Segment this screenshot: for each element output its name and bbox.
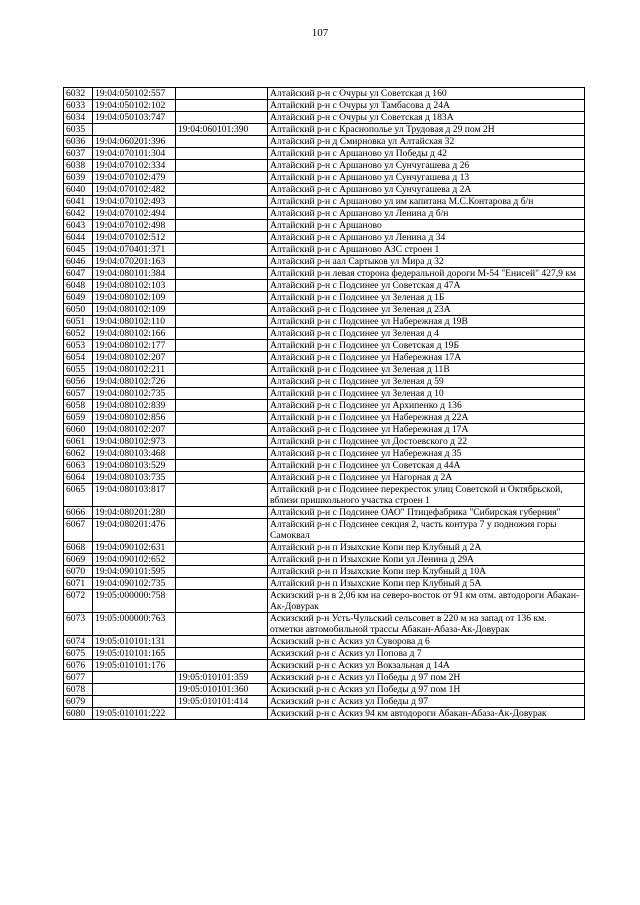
address-cell: Алтайский р-н с Подсинее ул Достоевского д 22 <box>268 436 585 448</box>
cadastral-number-cell: 19:04:070102:479 <box>93 172 176 184</box>
premises-number-cell <box>176 590 268 613</box>
table-row <box>64 172 585 184</box>
address-cell: Алтайский р-н с Аршаново АЗС строен 1 <box>268 244 585 256</box>
premises-number-cell <box>176 648 268 660</box>
cadastral-number-cell: 19:04:080102:839 <box>93 400 176 412</box>
address-cell: Алтайский р-н п Изыхские Копи пер Клубный д 2А <box>268 542 585 554</box>
premises-number-cell <box>176 256 268 268</box>
premises-number-cell <box>176 519 268 542</box>
address-cell: Аскизский р-н с Аскиз 94 км автодороги Абакан-Абаза-Ак-Довурак <box>268 708 585 720</box>
row-number-cell: 6080 <box>64 708 93 720</box>
premises-number-cell <box>176 328 268 340</box>
row-number-cell: 6042 <box>64 208 93 220</box>
row-number-cell: 6049 <box>64 292 93 304</box>
cadastral-number-cell: 19:04:050103:747 <box>93 112 176 124</box>
address-cell: Алтайский р-н с Подсинее перекресток улиц Советской и Октябрьской, вблизи пришкольного участка строен 1 <box>268 484 585 507</box>
table-row <box>64 436 585 448</box>
table-row <box>64 578 585 590</box>
address-cell: Алтайский р-н с Подсинее ул Советская д 44А <box>268 460 585 472</box>
table-row <box>64 160 585 172</box>
cadastral-number-cell: 19:04:050102:557 <box>93 88 176 100</box>
cadastral-number-cell: 19:04:080102:726 <box>93 376 176 388</box>
row-number-cell: 6035 <box>64 124 93 136</box>
registry-table-body <box>64 88 585 720</box>
table-row <box>64 460 585 472</box>
row-number-cell: 6070 <box>64 566 93 578</box>
cadastral-number-cell: 19:04:060201:396 <box>93 136 176 148</box>
premises-number-cell <box>176 613 268 636</box>
row-number-cell: 6062 <box>64 448 93 460</box>
row-number-cell: 6045 <box>64 244 93 256</box>
cadastral-number-cell: 19:04:070401:371 <box>93 244 176 256</box>
row-number-cell: 6048 <box>64 280 93 292</box>
row-number-cell: 6039 <box>64 172 93 184</box>
premises-number-cell <box>176 578 268 590</box>
premises-number-cell <box>176 708 268 720</box>
premises-number-cell <box>176 88 268 100</box>
table-row <box>64 292 585 304</box>
table-row <box>64 220 585 232</box>
address-cell: Аскизский р-н с Аскиз ул Вокзальная д 14А <box>268 660 585 672</box>
address-cell: Алтайский р-н п Изыхские Копи пер Клубный д 10А <box>268 566 585 578</box>
cadastral-number-cell: 19:04:080102:177 <box>93 340 176 352</box>
cadastral-number-cell: 19:04:080102:973 <box>93 436 176 448</box>
row-number-cell: 6057 <box>64 388 93 400</box>
address-cell: Алтайский р-н с Подсинее ул Набережная 17А <box>268 352 585 364</box>
table-row <box>64 684 585 696</box>
premises-number-cell <box>176 448 268 460</box>
table-row <box>64 100 585 112</box>
row-number-cell: 6075 <box>64 648 93 660</box>
row-number-cell: 6078 <box>64 684 93 696</box>
cadastral-number-cell: 19:04:090102:735 <box>93 578 176 590</box>
table-row <box>64 472 585 484</box>
row-number-cell: 6037 <box>64 148 93 160</box>
row-number-cell: 6047 <box>64 268 93 280</box>
cadastral-number-cell <box>93 696 176 708</box>
table-row <box>64 244 585 256</box>
row-number-cell: 6032 <box>64 88 93 100</box>
table-row <box>64 696 585 708</box>
premises-number-cell <box>176 352 268 364</box>
row-number-cell: 6061 <box>64 436 93 448</box>
table-row <box>64 484 585 507</box>
address-cell: Алтайский р-н с Подсинее ул Зеленая д 23А <box>268 304 585 316</box>
address-cell: Алтайский р-н с Подсинее ул Советская д 19Б <box>268 340 585 352</box>
table-row <box>64 648 585 660</box>
row-number-cell: 6069 <box>64 554 93 566</box>
address-cell: Алтайский р-н с Подсинее ул Нагорная д 2А <box>268 472 585 484</box>
row-number-cell: 6055 <box>64 364 93 376</box>
cadastral-number-cell: 19:04:070102:494 <box>93 208 176 220</box>
premises-number-cell <box>176 304 268 316</box>
table-row <box>64 184 585 196</box>
row-number-cell: 6036 <box>64 136 93 148</box>
address-cell: Алтайский р-н с Подсинее ул Набережная д 22А <box>268 412 585 424</box>
table-row <box>64 542 585 554</box>
row-number-cell: 6068 <box>64 542 93 554</box>
premises-number-cell <box>176 507 268 519</box>
table-row <box>64 554 585 566</box>
table-row <box>64 88 585 100</box>
address-cell: Алтайский р-н аал Сартыков ул Мира д 32 <box>268 256 585 268</box>
row-number-cell: 6041 <box>64 196 93 208</box>
cadastral-number-cell: 19:04:080102:110 <box>93 316 176 328</box>
table-row <box>64 708 585 720</box>
address-cell: Алтайский р-н с Подсинее ОАО" Птицефабрика "Сибирская губерния" <box>268 507 585 519</box>
cadastral-number-cell <box>93 124 176 136</box>
row-number-cell: 6072 <box>64 590 93 613</box>
premises-number-cell <box>176 472 268 484</box>
premises-number-cell <box>176 160 268 172</box>
table-row <box>64 196 585 208</box>
address-cell: Алтайский р-н д Смирновка ул Алтайская 32 <box>268 136 585 148</box>
cadastral-number-cell: 19:04:080102:103 <box>93 280 176 292</box>
row-number-cell: 6059 <box>64 412 93 424</box>
premises-number-cell <box>176 100 268 112</box>
premises-number-cell <box>176 172 268 184</box>
address-cell: Алтайский р-н с Аршаново ул Сунчугашева д 2А <box>268 184 585 196</box>
address-cell: Алтайский р-н с Аршаново ул Ленина д 34 <box>268 232 585 244</box>
table-row <box>64 328 585 340</box>
row-number-cell: 6060 <box>64 424 93 436</box>
address-cell: Аскизский р-н в 2,06 км на северо-восток от 91 км отм. автодороги Абакан-Ак-Довурак <box>268 590 585 613</box>
row-number-cell: 6063 <box>64 460 93 472</box>
row-number-cell: 6033 <box>64 100 93 112</box>
cadastral-number-cell: 19:04:070102:482 <box>93 184 176 196</box>
cadastral-number-cell: 19:05:000000:758 <box>93 590 176 613</box>
row-number-cell: 6058 <box>64 400 93 412</box>
premises-number-cell <box>176 424 268 436</box>
address-cell: Аскизский р-н с Аскиз ул Победы д 97 пом 1Н <box>268 684 585 696</box>
table-row <box>64 280 585 292</box>
cadastral-number-cell: 19:04:080102:207 <box>93 424 176 436</box>
row-number-cell: 6051 <box>64 316 93 328</box>
cadastral-number-cell <box>93 684 176 696</box>
table-row <box>64 519 585 542</box>
cadastral-number-cell: 19:04:080102:856 <box>93 412 176 424</box>
table-row <box>64 376 585 388</box>
address-cell: Алтайский р-н с Очуры ул Советская д 160 <box>268 88 585 100</box>
address-cell: Алтайский р-н с Аршаново ул Сунчугашева д 26 <box>268 160 585 172</box>
row-number-cell: 6046 <box>64 256 93 268</box>
premises-number-cell <box>176 660 268 672</box>
premises-number-cell <box>176 340 268 352</box>
cadastral-number-cell: 19:04:080102:735 <box>93 388 176 400</box>
premises-number-cell <box>176 148 268 160</box>
table-row <box>64 448 585 460</box>
address-cell: Алтайский р-н с Подсинее ул Зеленая д 10 <box>268 388 585 400</box>
cadastral-number-cell: 19:05:010101:131 <box>93 636 176 648</box>
row-number-cell: 6050 <box>64 304 93 316</box>
cadastral-number-cell: 19:04:080103:529 <box>93 460 176 472</box>
address-cell: Алтайский р-н левая сторона федеральной дороги М-54 "Енисей" 427,9 км <box>268 268 585 280</box>
address-cell: Аскизский р-н с Аскиз ул Суворова д 6 <box>268 636 585 648</box>
row-number-cell: 6064 <box>64 472 93 484</box>
cadastral-number-cell: 19:04:080102:109 <box>93 292 176 304</box>
cadastral-number-cell <box>93 672 176 684</box>
address-cell: Алтайский р-н с Подсинее ул Набережная д 17А <box>268 424 585 436</box>
premises-number-cell <box>176 412 268 424</box>
cadastral-number-cell: 19:04:070102:498 <box>93 220 176 232</box>
address-cell: Алтайский р-н с Подсинее ул Зеленая д 11В <box>268 364 585 376</box>
premises-number-cell <box>176 316 268 328</box>
cadastral-number-cell: 19:05:010101:165 <box>93 648 176 660</box>
page-number: 107 <box>311 27 329 39</box>
row-number-cell: 6052 <box>64 328 93 340</box>
row-number-cell: 6034 <box>64 112 93 124</box>
address-cell: Аскизский р-н с Аскиз ул Победы д 97 пом 2Н <box>268 672 585 684</box>
address-cell: Алтайский р-н с Очуры ул Тамбасова д 24А <box>268 100 585 112</box>
premises-number-cell <box>176 196 268 208</box>
cadastral-number-cell: 19:04:070102:334 <box>93 160 176 172</box>
address-cell: Алтайский р-н с Краснополье ул Трудовая д 29 пом 2Н <box>268 124 585 136</box>
address-cell: Алтайский р-н с Подсинее ул Зеленая д 4 <box>268 328 585 340</box>
address-cell: Аскизский р-н с Аскиз ул Победы д 97 <box>268 696 585 708</box>
row-number-cell: 6065 <box>64 484 93 507</box>
table-row <box>64 660 585 672</box>
address-cell: Алтайский р-н с Подсинее ул Зеленая д 59 <box>268 376 585 388</box>
table-row <box>64 124 585 136</box>
address-cell: Аскизский р-н с Аскиз ул Попова д 7 <box>268 648 585 660</box>
table-row <box>64 388 585 400</box>
cadastral-number-cell: 19:04:080103:735 <box>93 472 176 484</box>
row-number-cell: 6073 <box>64 613 93 636</box>
premises-number-cell <box>176 112 268 124</box>
table-row <box>64 352 585 364</box>
cadastral-number-cell: 19:04:050102:102 <box>93 100 176 112</box>
address-cell: Алтайский р-н с Аршаново ул Сунчугашева д 13 <box>268 172 585 184</box>
premises-number-cell: 19:05:010101:414 <box>176 696 268 708</box>
table-row <box>64 636 585 648</box>
address-cell: Алтайский р-н с Подсинее секция 2, часть контура 7 у подножия горы Самоквал <box>268 519 585 542</box>
premises-number-cell: 19:05:010101:359 <box>176 672 268 684</box>
premises-number-cell <box>176 400 268 412</box>
address-cell: Алтайский р-н с Подсинее ул Архипенко д 136 <box>268 400 585 412</box>
table-row <box>64 136 585 148</box>
address-cell: Алтайский р-н с Аршаново <box>268 220 585 232</box>
table-row <box>64 400 585 412</box>
row-number-cell: 6074 <box>64 636 93 648</box>
cadastral-number-cell: 19:04:070101:304 <box>93 148 176 160</box>
table-row <box>64 590 585 613</box>
cadastral-number-cell: 19:04:090102:631 <box>93 542 176 554</box>
premises-number-cell <box>176 436 268 448</box>
row-number-cell: 6044 <box>64 232 93 244</box>
address-cell: Алтайский р-н с Аршаново ул Ленина д б/н <box>268 208 585 220</box>
table-row <box>64 316 585 328</box>
premises-number-cell <box>176 220 268 232</box>
premises-number-cell <box>176 554 268 566</box>
table-row <box>64 304 585 316</box>
premises-number-cell: 19:05:010101:360 <box>176 684 268 696</box>
row-number-cell: 6038 <box>64 160 93 172</box>
premises-number-cell <box>176 636 268 648</box>
row-number-cell: 6053 <box>64 340 93 352</box>
address-cell: Алтайский р-н с Очуры ул Советская д 183А <box>268 112 585 124</box>
premises-number-cell: 19:04:060101:390 <box>176 124 268 136</box>
address-cell: Алтайский р-н с Подсинее ул Советская д 47А <box>268 280 585 292</box>
premises-number-cell <box>176 232 268 244</box>
cadastral-number-cell: 19:04:090102:652 <box>93 554 176 566</box>
table-row <box>64 507 585 519</box>
cadastral-number-cell: 19:04:080102:207 <box>93 352 176 364</box>
premises-number-cell <box>176 292 268 304</box>
address-cell: Алтайский р-н п Изыхские Копи ул Ленина д 29А <box>268 554 585 566</box>
table-row <box>64 613 585 636</box>
table-row <box>64 232 585 244</box>
cadastral-number-cell: 19:04:080102:166 <box>93 328 176 340</box>
row-number-cell: 6040 <box>64 184 93 196</box>
premises-number-cell <box>176 184 268 196</box>
cadastral-number-cell: 19:04:070102:493 <box>93 196 176 208</box>
table-row <box>64 208 585 220</box>
premises-number-cell <box>176 208 268 220</box>
address-cell: Алтайский р-н с Аршаново ул Победы д 42 <box>268 148 585 160</box>
table-row <box>64 112 585 124</box>
table-row <box>64 340 585 352</box>
cadastral-number-cell: 19:04:090101:595 <box>93 566 176 578</box>
row-number-cell: 6071 <box>64 578 93 590</box>
premises-number-cell <box>176 244 268 256</box>
premises-number-cell <box>176 542 268 554</box>
premises-number-cell <box>176 484 268 507</box>
cadastral-number-cell: 19:04:070201:163 <box>93 256 176 268</box>
premises-number-cell <box>176 376 268 388</box>
row-number-cell: 6056 <box>64 376 93 388</box>
cadastral-number-cell: 19:04:080201:476 <box>93 519 176 542</box>
address-cell: Алтайский р-н с Подсинее ул Зеленая д 1Б <box>268 292 585 304</box>
row-number-cell: 6066 <box>64 507 93 519</box>
premises-number-cell <box>176 280 268 292</box>
premises-number-cell <box>176 364 268 376</box>
table-row <box>64 256 585 268</box>
cadastral-number-cell: 19:04:070102:512 <box>93 232 176 244</box>
table-row <box>64 424 585 436</box>
row-number-cell: 6043 <box>64 220 93 232</box>
row-number-cell: 6079 <box>64 696 93 708</box>
table-row <box>64 268 585 280</box>
address-cell: Алтайский р-н с Подсинее ул Набережная д 35 <box>268 448 585 460</box>
address-cell: Аскизский р-н Усть-Чульский сельсовет в 220 м на запад от 136 км. отметки автомобильной трассы Абакан-Абаза-Ак-Довурак <box>268 613 585 636</box>
table-row <box>64 672 585 684</box>
cadastral-number-cell: 19:04:080201:280 <box>93 507 176 519</box>
table-row <box>64 566 585 578</box>
cadastral-number-cell: 19:04:080103:817 <box>93 484 176 507</box>
registry-table <box>63 87 585 720</box>
address-cell: Алтайский р-н п Изыхские Копи пер Клубный д 5А <box>268 578 585 590</box>
cadastral-number-cell: 19:05:010101:222 <box>93 708 176 720</box>
table-row <box>64 148 585 160</box>
address-cell: Алтайский р-н с Аршаново ул им капитана М.С.Контарова д б/н <box>268 196 585 208</box>
table-row <box>64 412 585 424</box>
premises-number-cell <box>176 566 268 578</box>
cadastral-number-cell: 19:04:080102:211 <box>93 364 176 376</box>
cadastral-number-cell: 19:04:080103:468 <box>93 448 176 460</box>
row-number-cell: 6054 <box>64 352 93 364</box>
row-number-cell: 6076 <box>64 660 93 672</box>
cadastral-number-cell: 19:05:010101:176 <box>93 660 176 672</box>
cadastral-number-cell: 19:05:000000:763 <box>93 613 176 636</box>
cadastral-number-cell: 19:04:080102:109 <box>93 304 176 316</box>
premises-number-cell <box>176 268 268 280</box>
address-cell: Алтайский р-н с Подсинее ул Набережная д 19В <box>268 316 585 328</box>
premises-number-cell <box>176 388 268 400</box>
table-row <box>64 364 585 376</box>
premises-number-cell <box>176 460 268 472</box>
cadastral-number-cell: 19:04:080101:384 <box>93 268 176 280</box>
row-number-cell: 6067 <box>64 519 93 542</box>
row-number-cell: 6077 <box>64 672 93 684</box>
premises-number-cell <box>176 136 268 148</box>
